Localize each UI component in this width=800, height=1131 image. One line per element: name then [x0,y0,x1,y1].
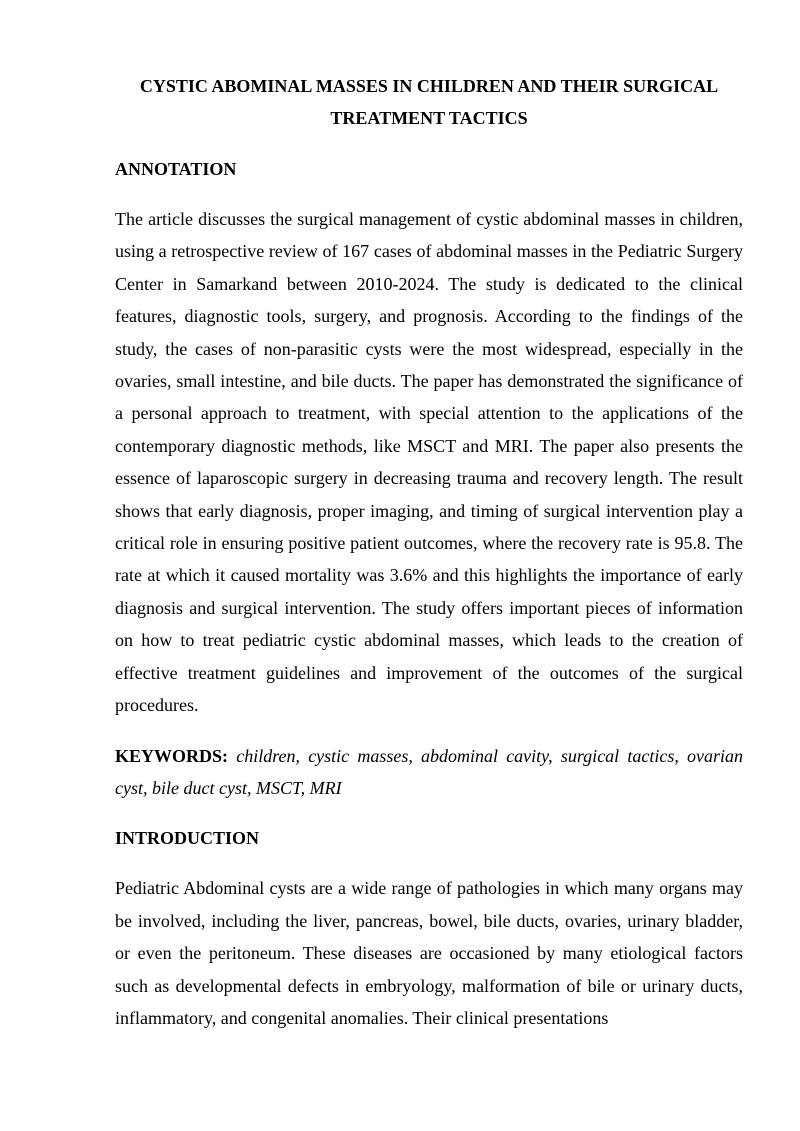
annotation-paragraph: The article discusses the surgical management of cystic abdominal masses in children, using a retrospective review of 167 cases of abdominal masses in the Pediatric Surgery Center in Samarkand between 2010-2024. The study is dedicated to the clinical features, diagnostic tools, surgery, and prognosis. According to the findings of the study, the cases of non-parasitic cysts were the most widespread, especially in the ovaries, small intestine, and bile ducts. The paper has demonstrated the significance of a personal approach to treatment, with special attention to the applications of the contemporary diagnostic methods, like MSCT and MRI. The paper also presents the essence of laparoscopic surgery in decreasing trauma and recovery length. The result shows that early diagnosis, proper imaging, and timing of surgical intervention play a critical role in ensuring positive patient outcomes, where the recovery rate is 95.8. The rate at which it caused mortality was 3.6% and this highlights the importance of early diagnosis and surgical intervention. The study offers important pieces of information on how to treat pediatric cystic abdominal masses, which leads to the creation of effective treatment guidelines and improvement of the outcomes of the surgical procedures. [115,209,743,716]
keywords-label: KEYWORDS: [115,745,229,766]
title-block [115,70,743,134]
introduction-heading: INTRODUCTION [115,828,260,849]
annotation-heading: ANNOTATION [115,159,237,179]
keywords-list: children, cystic masses, abdominal cavity, surgical tactics, ovarian cyst, bile duct cyst, MSCT, MRI [115,745,744,798]
page-content [115,70,743,1034]
paper-title: CYSTIC ABOMINAL MASSES IN CHILDREN AND THEIR SURGICAL TREATMENT TACTICS [139,76,719,128]
keywords-block [115,740,743,805]
introduction-paragraph: Pediatric Abdominal cysts are a wide range of pathologies in which many organs may be involved, including the liver, pancreas, bowel, bile ducts, ovaries, urinary bladder, or even the peritoneum. These diseases are occasioned by many etiological factors such as developmental defects in embryology, malformation of bile or urinary ducts, inflammatory, and congenital anomalies. Their clinical presentations [115,878,743,1028]
